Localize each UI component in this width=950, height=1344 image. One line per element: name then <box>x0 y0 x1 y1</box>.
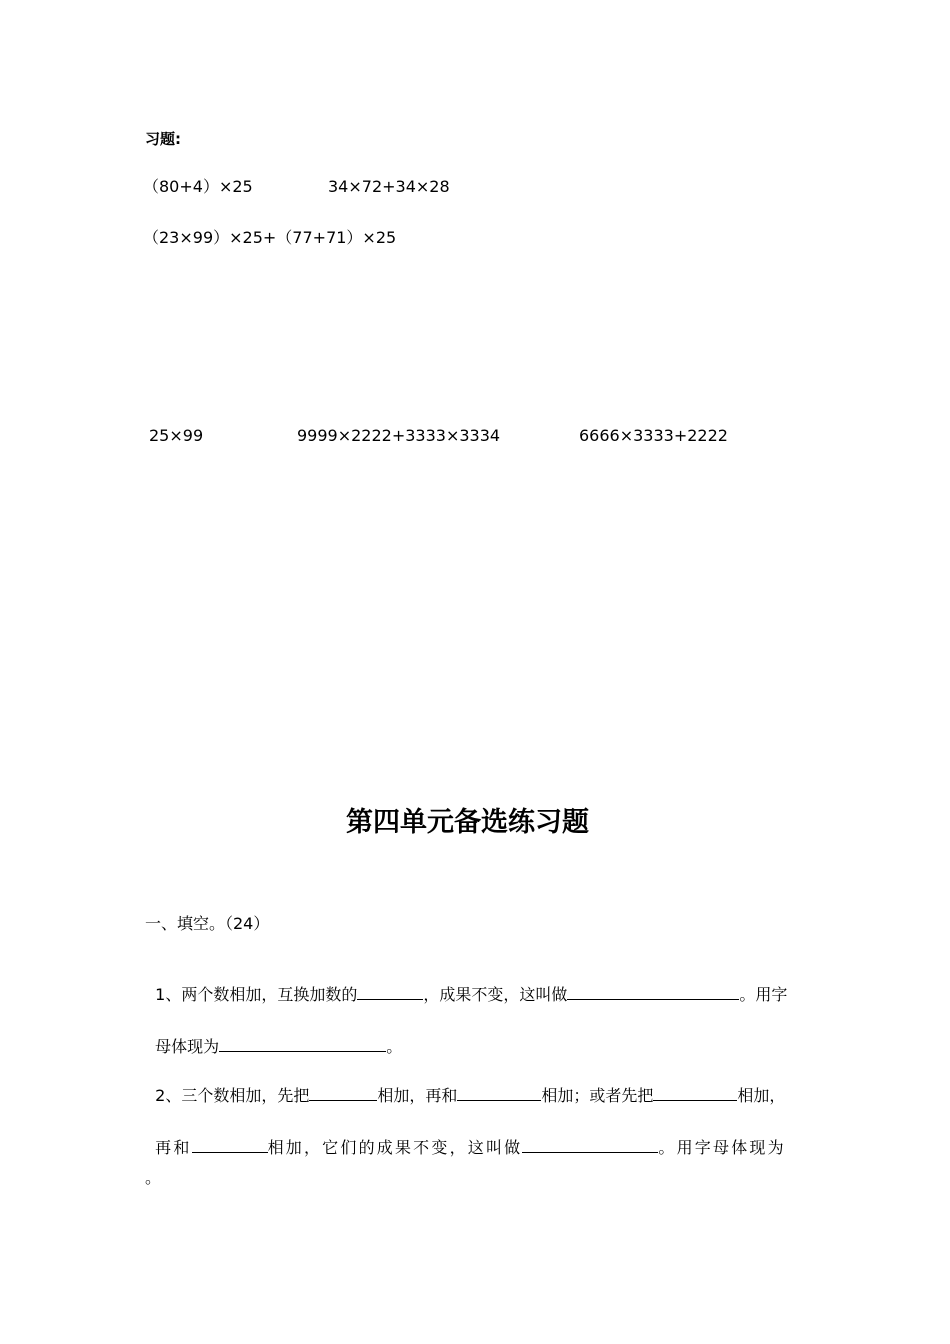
question-2-line-3: 。 <box>145 1168 162 1187</box>
q1-text-c: 。用字 <box>739 985 788 1004</box>
part-header: 一、填空。（24） <box>145 914 270 933</box>
question-1-line-1 <box>145 963 787 1005</box>
expression-1: （80+4）×25 <box>143 177 253 196</box>
question-1-line-2 <box>145 1015 402 1057</box>
q1-text-a: 1、两个数相加，互换加数的 <box>155 985 358 1004</box>
q2-text-a: 2、三个数相加，先把 <box>155 1086 310 1105</box>
q1-text-e: 。 <box>386 1037 403 1056</box>
q2-blank-4[interactable] <box>192 1136 268 1153</box>
question-2-line-2 <box>145 1116 786 1158</box>
section-title: 第四单元备选练习题 <box>346 807 589 838</box>
q1-text-d: 母体现为 <box>155 1037 220 1056</box>
question-2-line-1 <box>145 1064 785 1106</box>
q2-blank-2[interactable] <box>457 1084 541 1101</box>
q1-blank-2[interactable] <box>567 983 739 1000</box>
expression-3: （23×99）×25+（77+71）×25 <box>143 228 397 247</box>
q1-blank-1[interactable] <box>357 983 423 1000</box>
q2-text-e: 再和 <box>155 1138 192 1157</box>
q2-blank-3[interactable] <box>653 1084 737 1101</box>
q2-text-c: 相加；或者先把 <box>541 1086 654 1105</box>
expression-2: 34×72+34×28 <box>328 177 450 196</box>
expression-5: 9999×2222+3333×3334 <box>297 426 501 445</box>
q1-blank-3[interactable] <box>219 1035 386 1052</box>
q2-text-b: 相加，再和 <box>377 1086 458 1105</box>
q2-blank-5[interactable] <box>522 1136 658 1153</box>
q2-text-f: 相加，它们的成果不变，这叫做 <box>267 1138 523 1157</box>
expression-6: 6666×3333+2222 <box>579 426 728 445</box>
expression-4: 25×99 <box>149 426 204 445</box>
exercise-heading: 习题: <box>145 130 181 148</box>
q2-text-g: 。用字母体现为 <box>658 1138 786 1157</box>
q2-text-d: 相加， <box>737 1086 786 1105</box>
q2-blank-1[interactable] <box>309 1084 377 1101</box>
q1-text-b: ，成果不变，这叫做 <box>423 985 568 1004</box>
